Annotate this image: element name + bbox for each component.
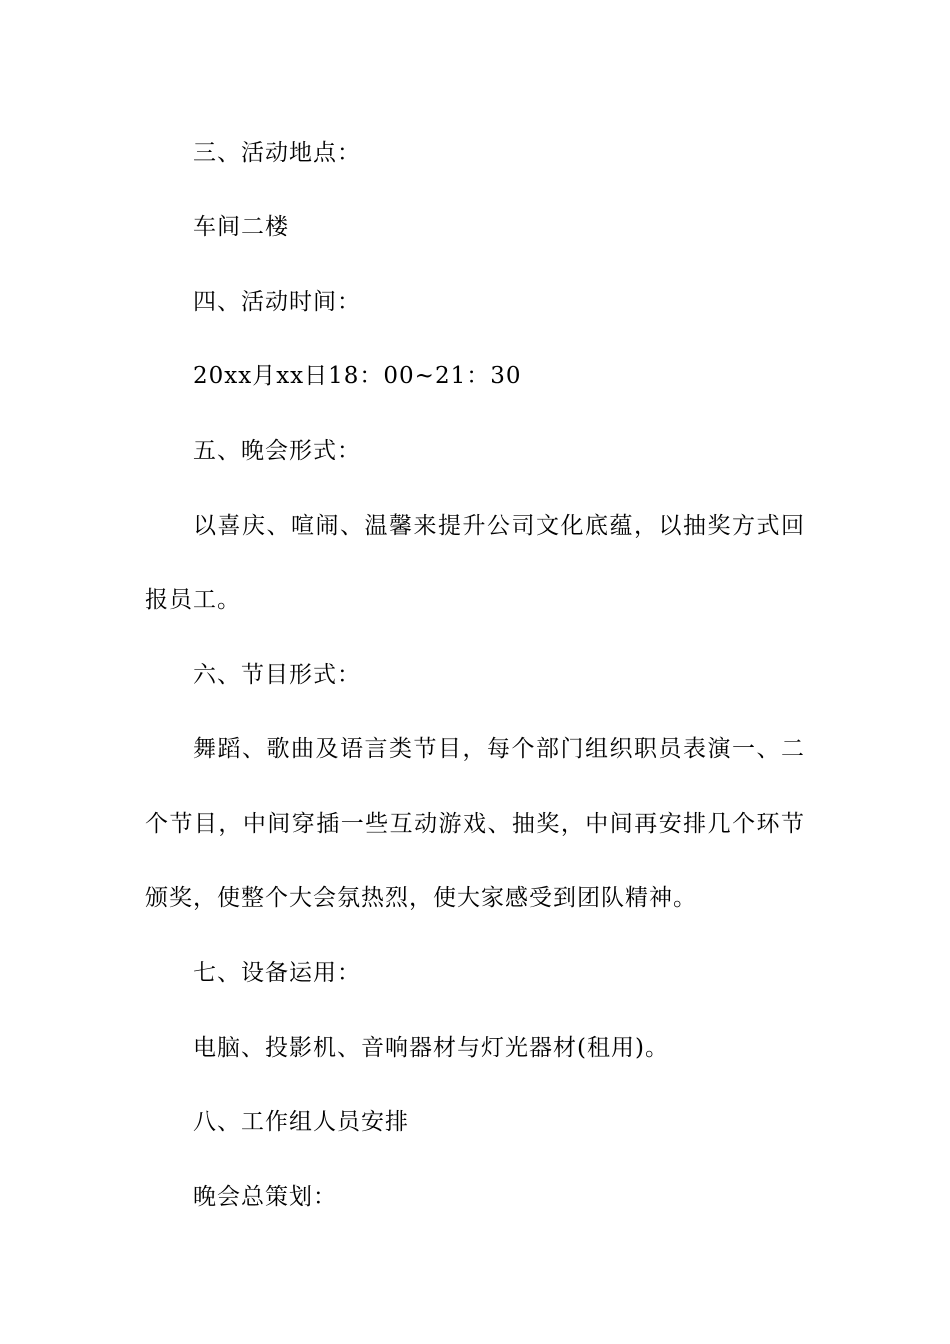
program-paragraph-line: 个节目，中间穿插一些互动游戏、抽奖，中间再安排几个环节 [145, 811, 805, 837]
format-paragraph-line: 以喜庆、喧闹、温馨来提升公司文化底蕴，以抽奖方式回 [193, 513, 805, 539]
section-heading-format: 五、晚会形式： [193, 438, 361, 464]
section-heading-program: 六、节目形式： [193, 662, 361, 688]
format-paragraph-line: 报员工。 [145, 587, 241, 613]
section-heading-location: 三、活动地点： [193, 140, 361, 166]
location-text: 车间二楼 [193, 214, 289, 240]
program-paragraph-line: 颁奖，使整个大会氛热烈，使大家感受到团队精神。 [145, 885, 697, 911]
equipment-text: 电脑、投影机、音响器材与灯光器材(租用)。 [193, 1035, 669, 1061]
chief-planner-label: 晚会总策划： [193, 1184, 337, 1210]
time-text: 20xx月xx日18：00~21：30 [193, 363, 522, 389]
program-paragraph-line: 舞蹈、歌曲及语言类节目，每个部门组织职员表演一、二 [193, 736, 805, 762]
section-heading-equipment: 七、设备运用： [193, 960, 361, 986]
section-heading-time: 四、活动时间： [193, 289, 361, 315]
section-heading-staff: 八、工作组人员安排 [193, 1109, 409, 1135]
